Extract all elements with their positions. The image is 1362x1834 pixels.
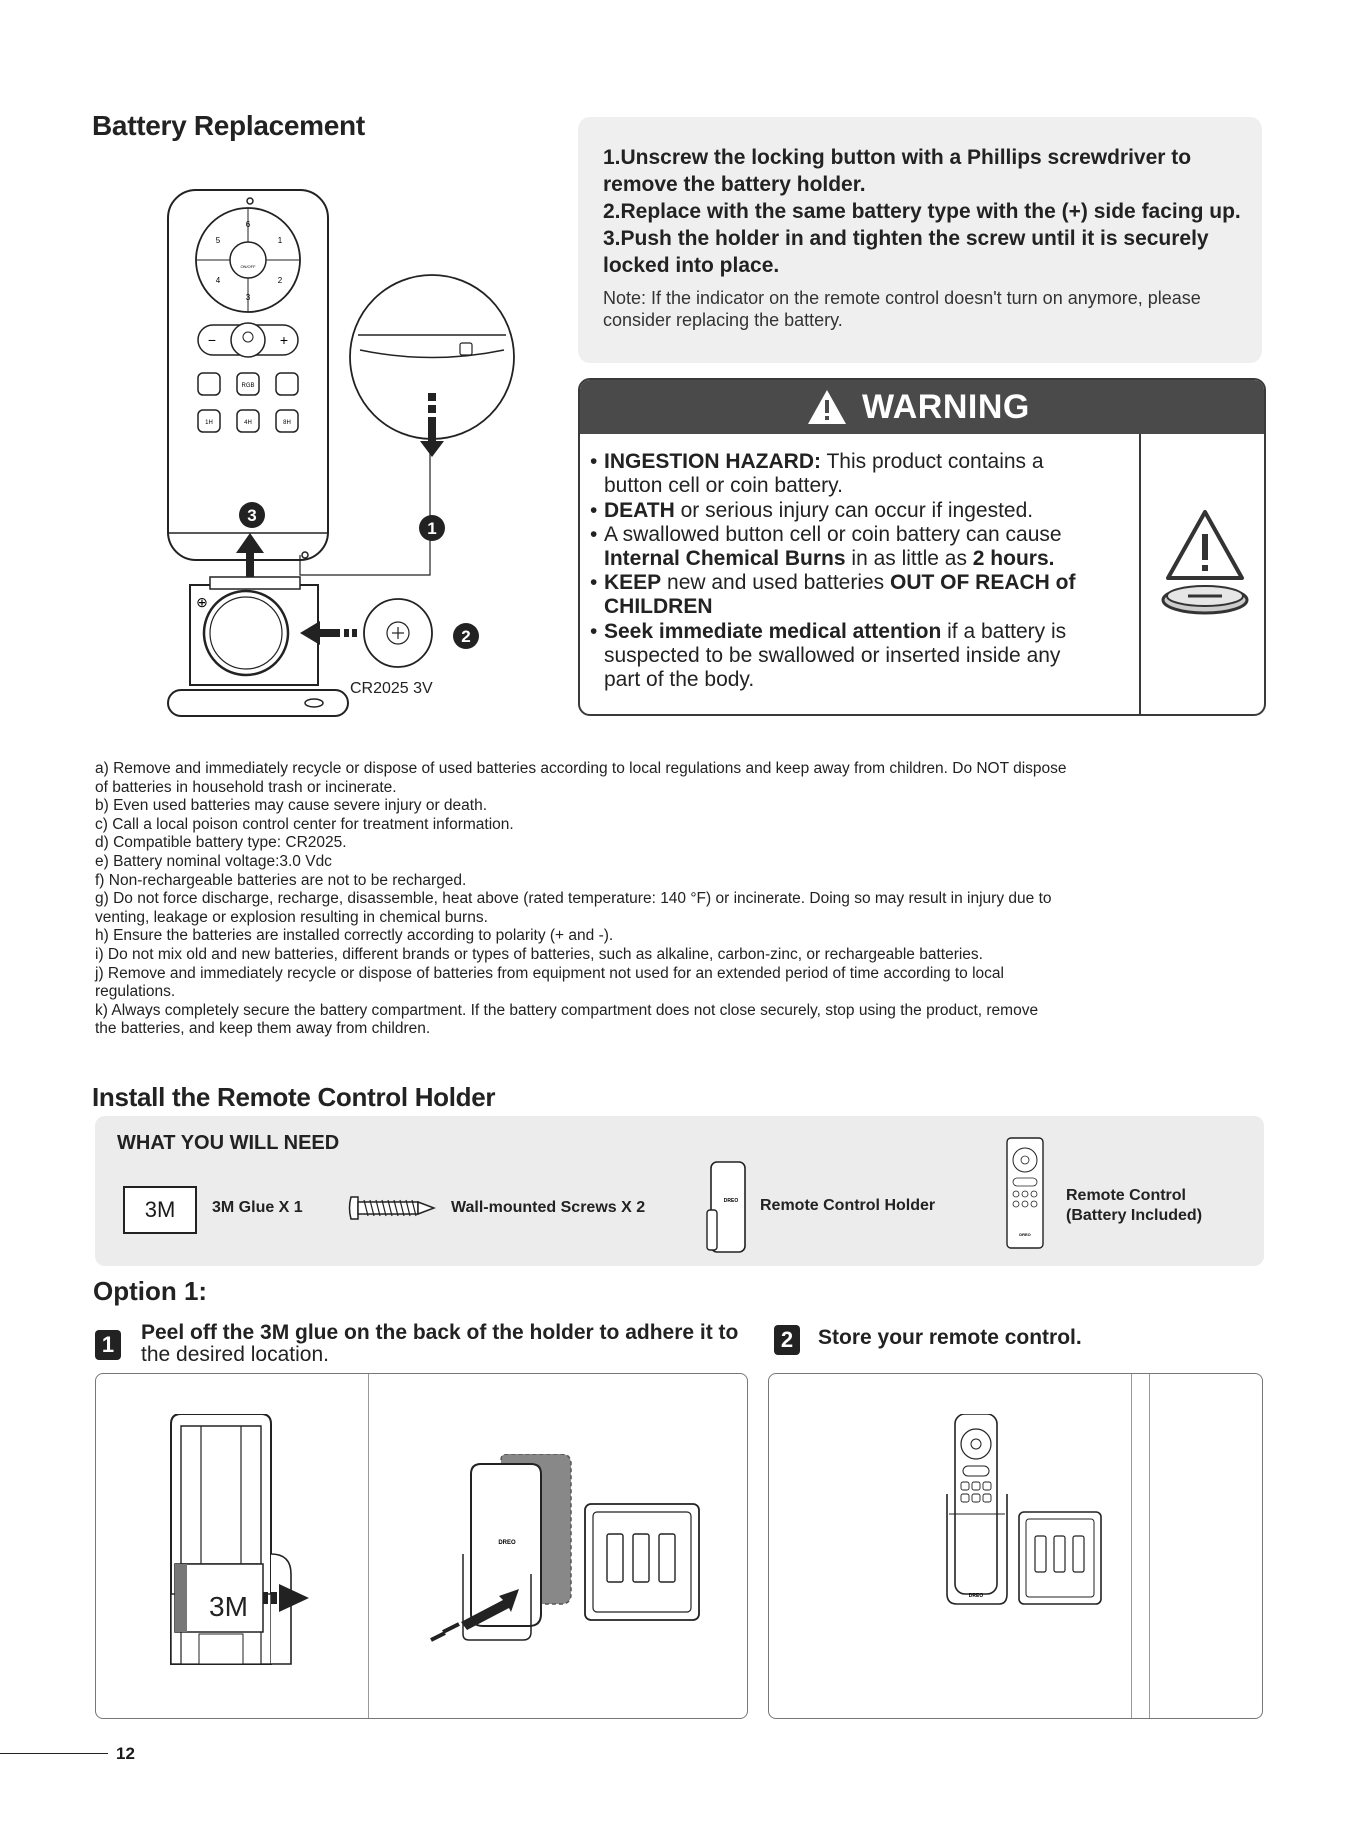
step-line-4: 3.Push the holder in and tighten the screw until it is securely: [603, 227, 1209, 250]
rule-line: the batteries, and keep them away from children.: [95, 1020, 431, 1038]
warning-item-text: new and used batteries: [661, 571, 891, 594]
rule-line: i) Do not mix old and new batteries, different brands or types of batteries, such as alkaline, carbon-zinc, or rechargeable batteries.: [95, 945, 983, 963]
remote-key-1h: 1H: [205, 420, 213, 426]
step-1-text: [141, 1322, 738, 1366]
battery-replacement-title: Battery Replacement: [92, 110, 365, 141]
warning-item-bold: INGESTION HAZARD:: [604, 450, 821, 473]
warning-panel: [578, 378, 1266, 716]
holder-brand-mark-2: DREO: [968, 1593, 984, 1599]
warning-title: WARNING: [862, 388, 1030, 426]
rule-line: d) Compatible battery type: CR2025.: [95, 834, 347, 852]
warning-item-burns: • A swallowed button cell or coin battery can cause Internal Chemical Burns in as little as 2 hours.: [590, 523, 1062, 570]
glue-label: 3M Glue X 1: [212, 1199, 303, 1216]
warning-header: [580, 380, 1264, 434]
remote-control-label: [1066, 1186, 1202, 1226]
holder-wall-mount-illustration: [411, 1454, 711, 1674]
remote-key-onoff: ON/OFF: [240, 264, 256, 269]
rule-line: j) Remove and immediately recycle or dispose of batteries from equipment not used for an extended period of time according to local: [95, 964, 1004, 982]
remote-holder-icon: [705, 1160, 751, 1256]
page-number: 12: [116, 1744, 135, 1763]
step-line-1: 1.Unscrew the locking button with a Phillips screwdriver to: [603, 146, 1192, 169]
step-1-text-line2: the desired location.: [141, 1343, 329, 1366]
remote-key-8h: 8H: [283, 420, 291, 426]
remote-key-plus: +: [279, 332, 289, 348]
warning-item-text: A swallowed button cell or coin battery can cause: [604, 523, 1062, 546]
remote-key-1: 1: [277, 236, 283, 245]
panel-divider-right: [1149, 1374, 1150, 1718]
remote-control-icon: [1005, 1136, 1045, 1250]
step-2-text: Store your remote control.: [818, 1326, 1082, 1349]
remote-key-4h: 4H: [244, 420, 252, 426]
svg-text:⊕: ⊕: [196, 594, 208, 610]
warning-item-death: • DEATH or serious injury can occur if ingested.: [590, 499, 1034, 522]
battery-steps-panel: [578, 117, 1262, 363]
remote-key-minus: −: [207, 332, 217, 348]
rule-line: g) Do not force discharge, recharge, disassemble, heat above (rated temperature: 140 °F) or incinerate. Doing so may result in injury due to: [95, 890, 1052, 908]
step-2-illustration-panel: [768, 1373, 1263, 1719]
3m-badge-label: 3M: [144, 1197, 176, 1222]
warning-item-bold: OUT OF REACH of: [890, 571, 1076, 594]
battery-replacement-figure: [160, 185, 520, 725]
warning-item-text: part of the body.: [604, 668, 755, 691]
warning-item-bold: CHILDREN: [604, 595, 713, 618]
what-you-will-need-panel: [95, 1116, 1264, 1266]
step-line-3: 2.Replace with the same battery type with the (+) side facing up.: [603, 200, 1241, 223]
step-2-badge: 2: [774, 1325, 800, 1355]
3m-badge: [123, 1186, 197, 1234]
callout-2-label: 2: [461, 627, 471, 646]
step-1-badge: 1: [95, 1330, 121, 1360]
rule-line: of batteries in household trash or incinerate.: [95, 778, 397, 796]
screws-label: Wall-mounted Screws X 2: [451, 1199, 646, 1216]
remote-control-label-line2: (Battery Included): [1066, 1207, 1203, 1224]
remote-key-4: 4: [215, 276, 221, 285]
warning-divider: [1139, 434, 1141, 714]
coin-battery-warning-icon: [1158, 508, 1252, 620]
remote-control-label-line1: Remote Control: [1066, 1187, 1186, 1204]
warning-item-text: suspected to be swallowed or inserted inside any: [604, 644, 1061, 667]
warning-item-medical: • Seek immediate medical attention if a battery is suspected to be swallowed or inserted inside any part of the body.: [590, 620, 1067, 691]
rule-line: c) Call a local poison control center for treatment information.: [95, 815, 514, 833]
battery-safety-rules: [95, 760, 1275, 1039]
holder-label: Remote Control Holder: [760, 1197, 936, 1214]
warning-item-bold: 2 hours.: [972, 547, 1055, 570]
rule-line: regulations.: [95, 983, 176, 1001]
remote-key-rgb: RGB: [241, 383, 255, 389]
footer-rule: [0, 1753, 108, 1754]
rule-line: a) Remove and immediately recycle or dispose of used batteries according to local regulations and keep away from children. Do NOT dispose: [95, 760, 1067, 777]
warning-item-text: button cell or coin battery.: [604, 474, 843, 497]
battery-note: Note: If the indicator on the remote control doesn't turn on anymore, please consider replacing the battery.: [603, 288, 1201, 330]
remote-key-3: 3: [245, 293, 251, 302]
holder-brand-label: DREO: [723, 1198, 739, 1204]
step-line-5: locked into place.: [603, 254, 780, 277]
warning-item-bold: DEATH: [604, 499, 675, 522]
remote-key-5: 5: [215, 236, 221, 245]
step-line-2: remove the battery holder.: [603, 173, 866, 196]
warning-item-bold: KEEP: [604, 571, 662, 594]
rule-line: f) Non-rechargeable batteries are not to be recharged.: [95, 871, 467, 889]
rule-line: venting, leakage or explosion resulting in chemical burns.: [95, 908, 488, 926]
install-holder-title: Install the Remote Control Holder: [92, 1082, 496, 1112]
rule-line: h) Ensure the batteries are installed correctly according to polarity (+ and -).: [95, 927, 614, 945]
warning-item-bold: Internal Chemical Burns: [604, 547, 846, 570]
option-1-title: Option 1:: [93, 1276, 208, 1306]
warning-item-text: This product contains a: [821, 450, 1044, 473]
remote-stored-illustration: [939, 1414, 1119, 1644]
3m-glue-label: 3M: [209, 1591, 248, 1622]
remote-key-6: 6: [245, 220, 251, 229]
holder-back-3m-illustration: [151, 1414, 371, 1684]
warning-item-ingestion: • INGESTION HAZARD: This product contains a button cell or coin battery.: [590, 450, 1044, 497]
remote-brand-label: DREO: [1019, 1232, 1031, 1237]
step-1-text-line1: Peel off the 3M glue on the back of the holder to adhere it to: [141, 1321, 739, 1344]
warning-item-text: or serious injury can occur if ingested.: [674, 499, 1034, 522]
panel-divider-left: [1131, 1374, 1132, 1718]
screw-icon: [348, 1194, 436, 1222]
warning-item-text: in as little as: [845, 547, 973, 570]
rule-line: b) Even used batteries may cause severe injury or death.: [95, 797, 488, 815]
rule-line: e) Battery nominal voltage:3.0 Vdc: [95, 852, 332, 870]
warning-triangle-icon: [806, 388, 848, 426]
battery-type-label: CR2025 3V: [350, 680, 433, 697]
warning-item-keep: • KEEP new and used batteries OUT OF REACH of CHILDREN: [590, 571, 1076, 618]
rule-line: k) Always completely secure the battery compartment. If the battery compartment does not close securely, stop using the product, remove: [95, 1001, 1039, 1019]
step-1-illustration-panel: [95, 1373, 748, 1719]
callout-3-label: 3: [247, 506, 257, 525]
holder-brand-mark: DREO: [498, 1540, 516, 1546]
what-you-will-need-title: WHAT YOU WILL NEED: [117, 1132, 340, 1154]
remote-key-2: 2: [277, 276, 283, 285]
warning-item-bold: Seek immediate medical attention: [604, 620, 942, 643]
callout-1-label: 1: [427, 519, 437, 538]
warning-item-text: if a battery is: [941, 620, 1067, 643]
